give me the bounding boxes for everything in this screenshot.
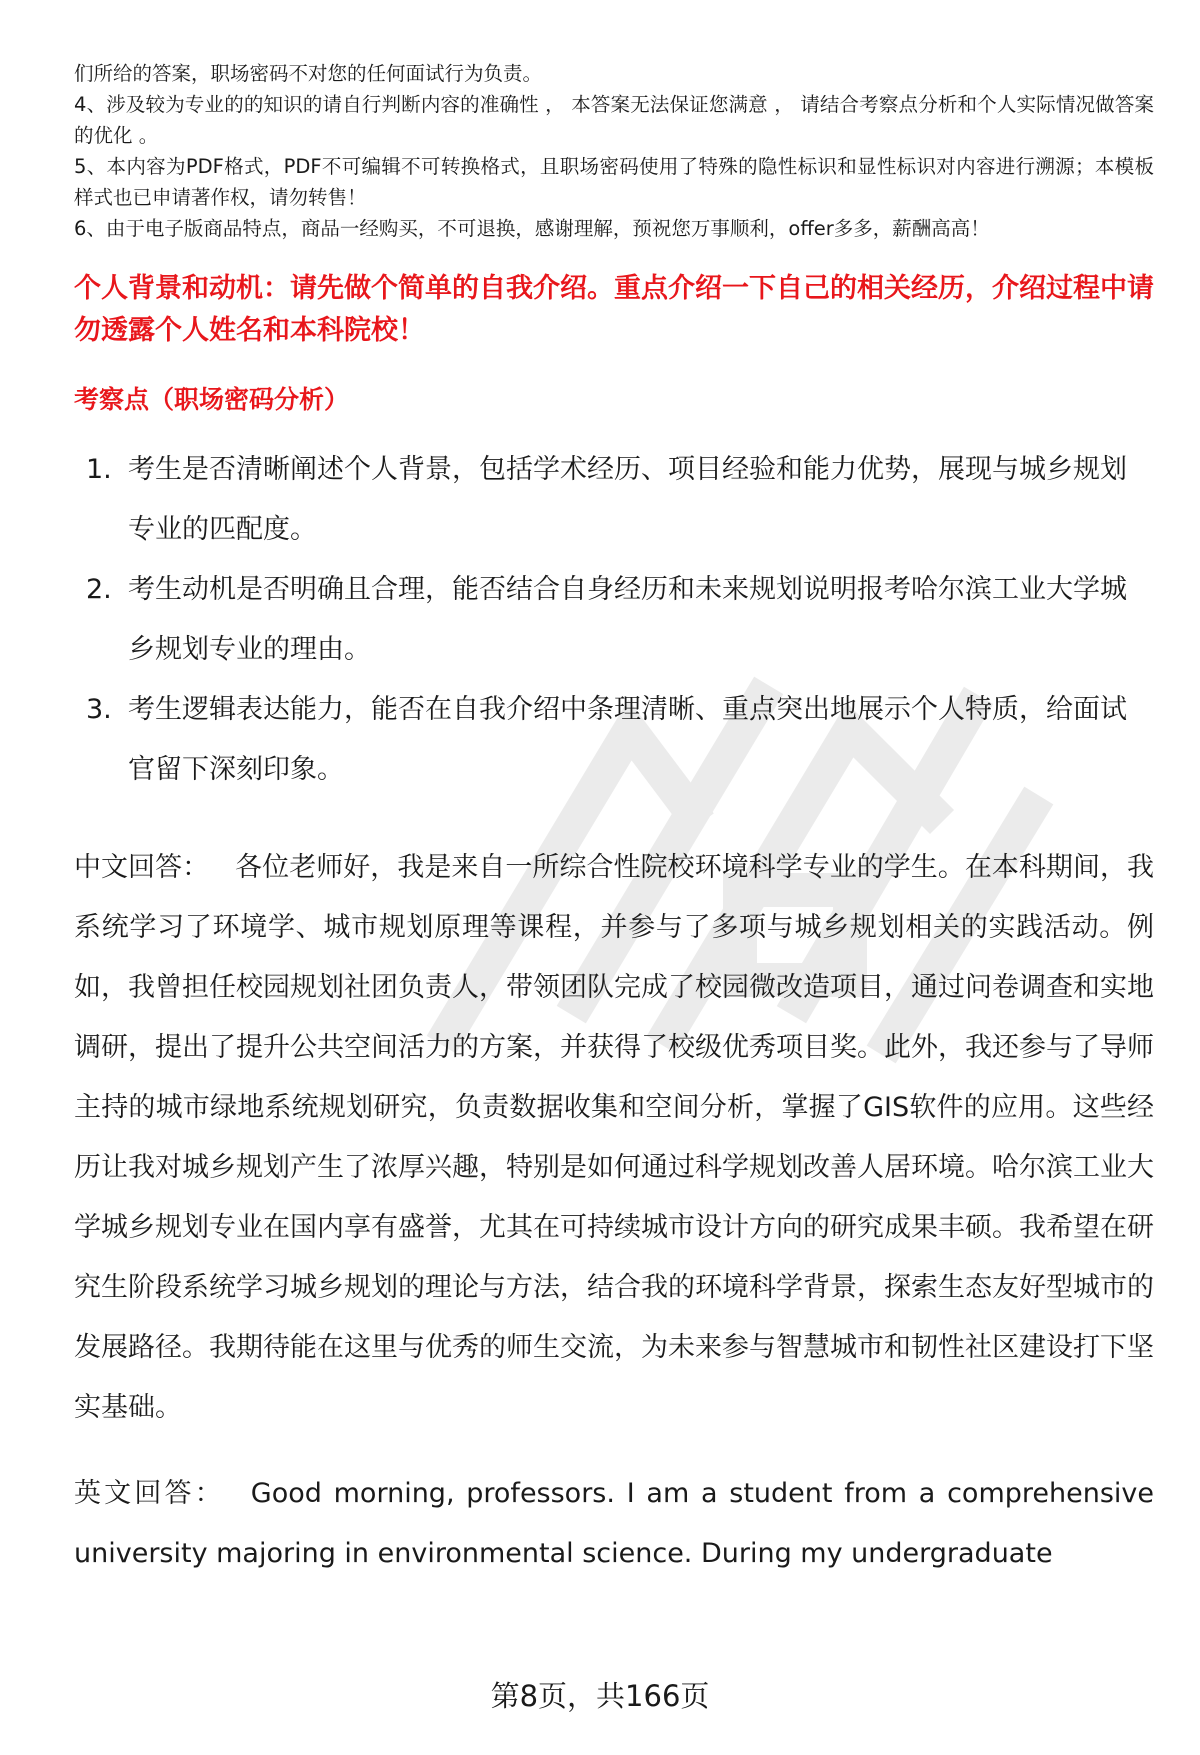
note-line: 6、由于电子版商品特点，商品一经购买，不可退换，感谢理解，预祝您万事顺利，offer多多，薪酬高高！ [74,217,990,240]
english-answer [74,1464,1154,1584]
list-item-text: 考生是否清晰阐述个人背景，包括学术经历、项目经验和能力优势，展现与城乡规划专业的匹配度。 [128,454,1127,545]
note-line: 们所给的答案，职场密码不对您的任何面试行为负责。 [74,62,543,85]
page-number-footer: 第8页，共166页 [490,1679,710,1713]
list-item-text: 考生动机是否明确且合理，能否结合自身经历和未来规划说明报考哈尔滨工业大学城乡规划专业的理由。 [128,574,1127,665]
note-line: 5、本内容为PDF格式，PDF不可编辑不可转换格式，且职场密码使用了特殊的隐性标识和显性标识对内容进行溯源；本模板样式也已申请著作权，请勿转售！ [74,155,1154,209]
english-answer-label: 英文回答： [74,1478,225,1509]
list-item-number: 1. [86,454,112,485]
assessment-points-title: 考察点（职场密码分析） [74,385,350,414]
note-line: 4、涉及较为专业的的知识的请自行判断内容的准确性 ， 本答案无法保证您满意 ， 请结合考察点分析和个人实际情况做答案的优化 。 [74,93,1154,147]
list-item [74,440,1154,560]
chinese-answer [74,838,1154,1438]
list-item-number: 2. [86,574,112,605]
list-item-text: 考生逻辑表达能力，能否在自我介绍中条理清晰、重点突出地展示个人特质，给面试官留下深刻印象。 [128,694,1127,785]
assessment-points-list [74,440,1154,800]
chinese-answer-text: 各位老师好，我是来自一所综合性院校环境科学专业的学生。在本科期间，我系统学习了环境学、城市规划原理等课程，并参与了多项与城乡规划相关的实践活动。例如，我曾担任校园规划社团负责人，带领团队完成了校园微改造项目，通过问卷调查和实地调研，提出了提升公共空间活力的方案，并获得了校级优秀项目奖。此外，我还参与了导师主持的城市绿地系统规划研究，负责数据收集和空间分析，掌握了GIS软件的应用。这些经历让我对城乡规划产生了浓厚兴趣，特别是如何通过科学规划改善人居环境。哈尔滨工业大学城乡规划专业在国内享有盛誉，尤其在可持续城市设计方向的研究成果丰硕。我希望在研究生阶段系统学习城乡规划的理论与方法，结合我的环境科学背景，探索生态友好型城市的发展路径。我期待能在这里与优秀的师生交流，为未来参与智慧城市和韧性社区建设打下坚实基础。 [74,852,1155,1423]
chinese-answer-label: 中文回答： [74,852,210,883]
list-item [74,560,1154,680]
list-item [74,680,1154,800]
document-page [74,58,1154,1584]
disclaimer-notes [74,58,1154,244]
english-answer-text: Good morning, professors. I am a student from a comprehensive university majoring in environmental science. During my undergraduate [74,1478,1154,1569]
question-heading: 个人背景和动机：请先做个简单的自我介绍。重点介绍一下自己的相关经历，介绍过程中请勿透露个人姓名和本科院校！ [74,273,1154,346]
list-item-number: 3. [86,694,112,725]
